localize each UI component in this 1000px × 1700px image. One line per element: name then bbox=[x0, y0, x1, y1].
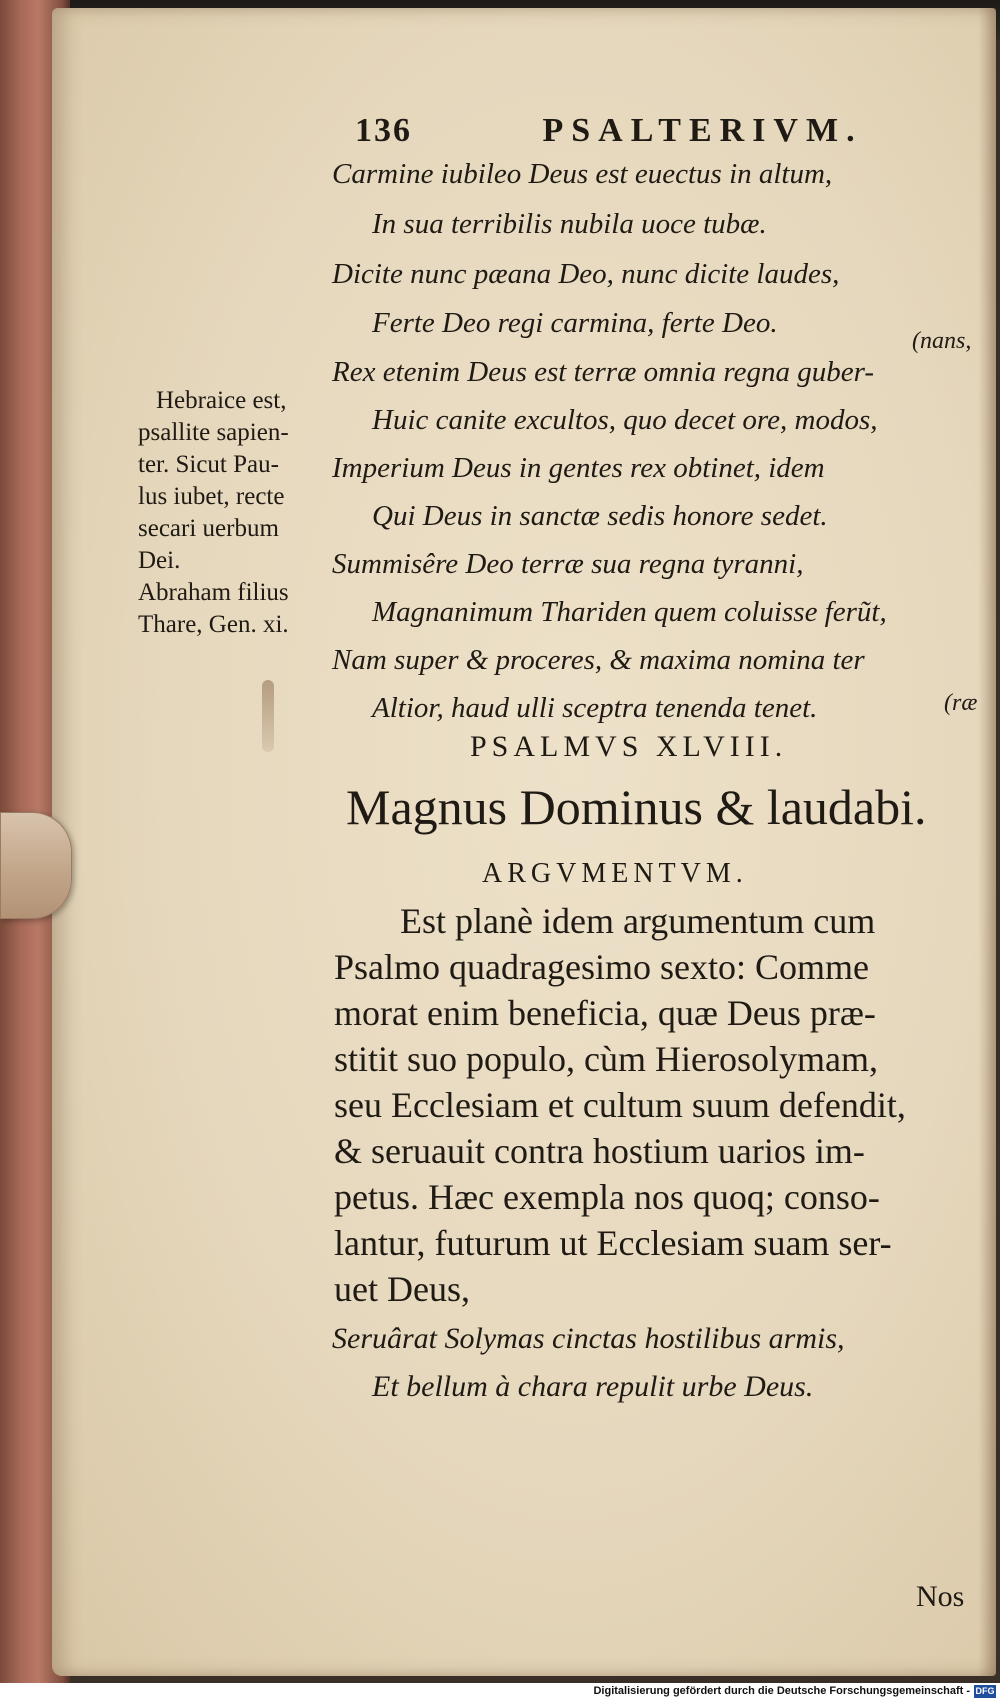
verse-line: Dicite nunc pæana Deo, nunc dicite laudes, bbox=[332, 258, 840, 290]
digitization-footer bbox=[0, 1683, 1000, 1700]
argument-line: Est planè idem argumentum cum bbox=[400, 901, 876, 941]
argument-line: stitit suo populo, cùm Hierosolymam, bbox=[334, 1039, 878, 1079]
funding-credit: Digitalisierung gefördert durch die Deutsche Forschungsgemeinschaft - bbox=[593, 1685, 970, 1697]
margin-note-line: Hebraice est, bbox=[156, 387, 287, 414]
verse-line: Summisêre Deo terræ sua regna tyranni, bbox=[332, 548, 804, 580]
margin-note-line: lus iubet, recte bbox=[138, 483, 285, 510]
margin-note-line: Abraham filius bbox=[138, 579, 289, 606]
page-number: 136 bbox=[355, 112, 412, 149]
verse-line: Nam super & proceres, & maxima nomina ter bbox=[332, 644, 865, 676]
argument-line: seu Ecclesiam et cultum suum defendit, bbox=[334, 1085, 906, 1125]
verse-line: In sua terribilis nubila uoce tubæ. bbox=[372, 208, 767, 240]
argument-line: lantur, futurum ut Ecclesiam suam ser- bbox=[334, 1223, 892, 1263]
catchword: Nos bbox=[916, 1580, 965, 1613]
argument-line: uet Deus, bbox=[334, 1269, 470, 1309]
margin-note-line: Thare, Gen. xi. bbox=[138, 611, 289, 638]
verse-line: Altior, haud ulli sceptra tenenda tenet. bbox=[372, 692, 818, 724]
ink-stain bbox=[262, 680, 274, 752]
verse-line: Magnanimum Thariden quem coluisse ferũt, bbox=[372, 596, 887, 628]
runover-word: (nans, bbox=[912, 328, 972, 354]
argument-line: Psalmo quadragesimo sexto: Comme bbox=[334, 947, 869, 987]
margin-note-line: psallite sapien- bbox=[138, 419, 289, 446]
page-header bbox=[355, 112, 863, 150]
argument-line: & seruauit contra hostium uarios im- bbox=[334, 1131, 865, 1171]
closing-verse: Seruârat Solymas cinctas hostilibus armis, bbox=[332, 1322, 845, 1355]
page-clasp bbox=[0, 812, 72, 919]
verse-line: Imperium Deus in gentes rex obtinet, idem bbox=[332, 452, 825, 484]
margin-note-line: secari uerbum bbox=[138, 515, 279, 542]
margin-note-line: Dei. bbox=[138, 547, 181, 574]
argument-line: morat enim beneficia, quæ Deus præ- bbox=[334, 993, 876, 1033]
dfg-logo: DFG bbox=[975, 1686, 995, 1696]
verse-line: Ferte Deo regi carmina, ferte Deo. bbox=[372, 307, 778, 339]
runover-word: (ræ bbox=[944, 690, 978, 716]
argument-heading: ARGVMENTVM. bbox=[482, 858, 748, 889]
psalm-incipit: Magnus Dominus & laudabi. bbox=[346, 779, 927, 835]
verse-line: Qui Deus in sanctæ sedis honore sedet. bbox=[372, 500, 828, 532]
argument-line: petus. Hæc exempla nos quoq; conso- bbox=[334, 1177, 880, 1217]
verse-line: Huic canite excultos, quo decet ore, modos, bbox=[372, 404, 878, 436]
margin-note bbox=[138, 385, 289, 641]
closing-verse: Et bellum à chara repulit urbe Deus. bbox=[372, 1370, 814, 1403]
running-title: PSALTERIVM. bbox=[542, 112, 863, 149]
psalm-heading: PSALMVS XLVIII. bbox=[470, 730, 788, 763]
verse-line: Carmine iubileo Deus est euectus in altum, bbox=[332, 158, 833, 190]
margin-note-line: ter. Sicut Pau- bbox=[138, 451, 279, 478]
verse-line: Rex etenim Deus est terræ omnia regna guber- bbox=[332, 356, 874, 388]
